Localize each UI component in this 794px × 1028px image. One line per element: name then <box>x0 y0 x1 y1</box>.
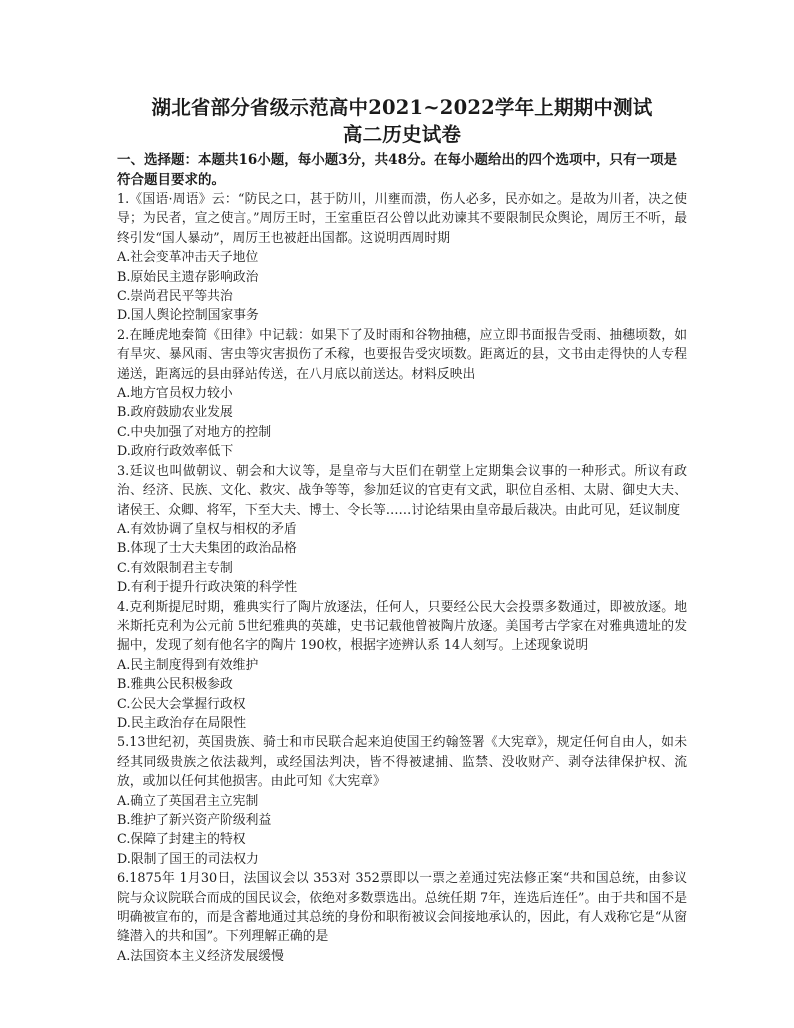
question-stem: 5.13世纪初，英国贵族、骑士和市民联合起来迫使国王约翰签署《大宪章》，规定任何自由人，如未经其同级贵族之依法裁判，或经国法判决，皆不得被逮捕、监禁、没收财产、剥夺法律保护权、流放，或加以任何其他损害。由此可知《大宪章》 <box>117 735 687 790</box>
option-B: B.维护了新兴资产阶级利益 <box>117 813 272 828</box>
option-B: B.原始民主遗存影响政治 <box>117 269 259 285</box>
question-1 <box>117 190 687 326</box>
option-B: B.雅典公民积极参政 <box>117 677 233 693</box>
option-C: C.中央加强了对地方的控制 <box>117 424 272 440</box>
option-A: A.有效协调了皇权与相权的矛盾 <box>117 521 297 537</box>
question-stem: 3.廷议也叫做朝议、朝会和大议等，是皇帝与大臣们在朝堂上定期集会议事的一种形式。所议有政治、经济、民族、文化、救灾、战争等等，参加廷议的官吏有文武，职位自丞相、太尉、御史大夫、诸侯王、众卿、将军，下至大夫、博士、令长等……讨论结果由皇帝最后裁决。由此可见，廷议制度 <box>117 463 687 518</box>
option-A: A.确立了英国君主立宪制 <box>117 793 259 809</box>
option-D: D.有利于提升行政决策的科学性 <box>117 580 298 596</box>
exam-page <box>117 94 687 966</box>
question-stem: 2.在睡虎地秦简《田律》中记载：如果下了及时雨和谷物抽穗，应立即书面报告受雨、抽穗顷数，如有旱灾、暴风雨、害虫等灾害损伤了禾稼，也要报告受灾顷数。距离近的县，文书由走得快的人专程递送，距离远的县由驿站传送，在八月底以前送达。材料反映出 <box>117 327 687 382</box>
question-6 <box>117 869 687 966</box>
question-stem: 4.克利斯提尼时期，雅典实行了陶片放逐法，任何人，只要经公民大会投票多数通过，即被放逐。地米斯托克利为公元前 5世纪雅典的英雄，史书记载他曾被陶片放逐。美国考古学家在对雅典遗址的发掘中，发现了刻有他名字的陶片 190枚，根据字迹辨认系 14人刻写。上述现象说明 <box>117 599 687 654</box>
question-5 <box>117 733 687 869</box>
option-C: C.崇尚君民平等共治 <box>117 289 233 305</box>
option-D: D.国人舆论控制国家事务 <box>117 308 259 324</box>
question-3 <box>117 462 687 598</box>
exam-title: 湖北省部分省级示范高中2021~2022学年上期期中测试 <box>151 96 653 119</box>
option-C: C.公民大会掌握行政权 <box>117 696 246 712</box>
option-A: A.法国资本主义经济发展缓慢 <box>117 948 284 964</box>
question-stem: 1.《国语·周语》云：“防民之口，甚于防川，川壅而溃，伤人必多，民亦如之。是故为川者，决之使导；为民者，宣之使言。”周厉王时，王室重臣召公曾以此劝谏其不要限制民众舆论，周厉王不听，最终引发“国人暴动”，周厉王也被赶出国都。这说明西周时期 <box>117 192 687 246</box>
option-C: C.有效限制君主专制 <box>117 560 233 576</box>
option-A: A.地方官员权力较小 <box>117 386 233 402</box>
option-B: B.政府鼓励农业发展 <box>117 405 233 421</box>
option-B: B.体现了士大夫集团的政治品格 <box>117 541 297 557</box>
option-D: D.民主政治存在局限性 <box>117 715 247 731</box>
section-heading: 一、选择题：本题共16小题，每小题3分，共48分。在每小题给出的四个选项中，只有一项是符合题目要求的。 <box>117 152 677 188</box>
exam-subtitle: 高二历史试卷 <box>342 123 462 146</box>
option-A: A.民主制度得到有效维护 <box>117 657 259 673</box>
option-C: C.保障了封建主的特权 <box>117 832 246 848</box>
option-D: D.政府行政效率低下 <box>117 444 234 460</box>
question-stem: 6.1875年 1月30日，法国议会以 353对 352票即以一票之差通过宪法修正案“共和国总统，由参议院与众议院联合而成的国民议会，依绝对多数票选出。总统任期 7年，连选后连任”。由于共和国不是明确被宣布的，而是含蓄地通过其总统的身份和职衔被议会间接地承认的，因此，有人戏称它是“从窗缝潜入的共和国”。下列理解正确的是 <box>117 871 687 945</box>
option-D: D.限制了国王的司法权力 <box>117 851 259 867</box>
question-list <box>117 190 687 966</box>
question-4 <box>117 598 687 734</box>
option-A: A.社会变革冲击天子地位 <box>117 250 259 266</box>
question-2 <box>117 326 687 462</box>
